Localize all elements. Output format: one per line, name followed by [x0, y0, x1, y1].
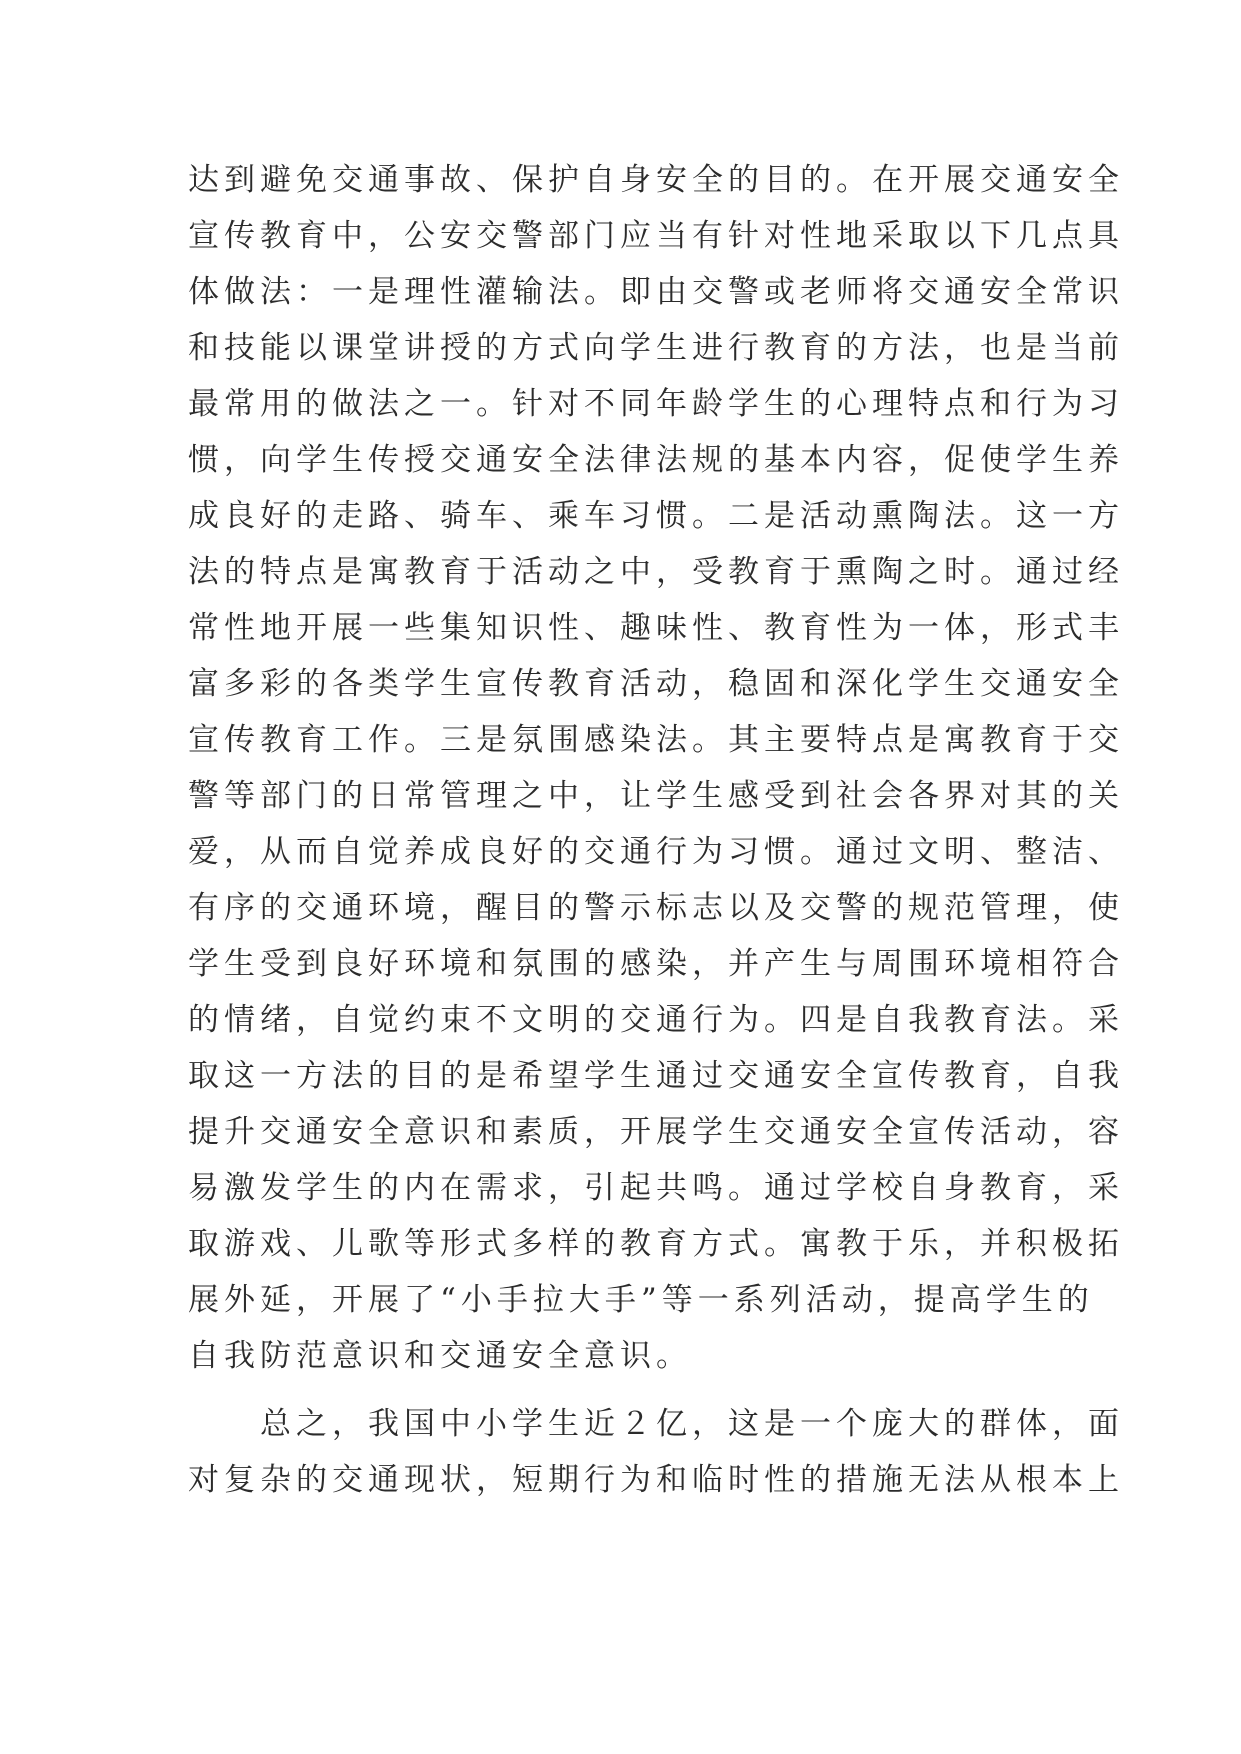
text-line: 展外延，开展了“小手拉大手”等一系列活动，提高学生的 [188, 1282, 1094, 1318]
text-line: 宣传教育工作。三是氛围感染法。其主要特点是寓教育于交 [188, 722, 1124, 758]
text-line: 和技能以课堂讲授的方式向学生进行教育的方法，也是当前 [188, 330, 1124, 366]
text-line: 自我防范意识和交通安全意识。 [188, 1338, 692, 1374]
text-line: 的情绪，自觉约束不文明的交通行为。四是自我教育法。采 [188, 1002, 1124, 1038]
text-line: 对复杂的交通现状，短期行为和临时性的措施无法从根本上 [188, 1462, 1124, 1498]
text-line: 学生受到良好环境和氛围的感染，并产生与周围环境相符合 [188, 946, 1124, 982]
text-line: 达到避免交通事故、保护自身安全的目的。在开展交通安全 [188, 162, 1124, 198]
text-line: 最常用的做法之一。针对不同年龄学生的心理特点和行为习 [188, 386, 1124, 422]
text-line: 成良好的走路、骑车、乘车习惯。二是活动熏陶法。这一方 [188, 498, 1124, 534]
text-line: 体做法：一是理性灌输法。即由交警或老师将交通安全常识 [188, 274, 1124, 310]
text-line: 有序的交通环境，醒目的警示标志以及交警的规范管理，使 [188, 890, 1124, 926]
text-line: 取这一方法的目的是希望学生通过交通安全宣传教育，自我 [188, 1058, 1124, 1094]
text-line: 爱，从而自觉养成良好的交通行为习惯。通过文明、整洁、 [188, 834, 1124, 870]
text-line: 提升交通安全意识和素质，开展学生交通安全宣传活动，容 [188, 1114, 1124, 1150]
text-line: 宣传教育中，公安交警部门应当有针对性地采取以下几点具 [188, 218, 1124, 254]
text-line: 惯，向学生传授交通安全法律法规的基本内容，促使学生养 [188, 442, 1124, 478]
text-line: 富多彩的各类学生宣传教育活动，稳固和深化学生交通安全 [188, 666, 1124, 702]
text-line: 取游戏、儿歌等形式多样的教育方式。寓教于乐，并积极拓 [188, 1226, 1124, 1262]
text-line: 常性地开展一些集知识性、趣味性、教育性为一体，形式丰 [188, 610, 1124, 646]
text-line: 易激发学生的内在需求，引起共鸣。通过学校自身教育，采 [188, 1170, 1124, 1206]
paragraph-first-line: 总之，我国中小学生近２亿，这是一个庞大的群体，面 [260, 1406, 1124, 1442]
body-text [188, 152, 1124, 1508]
text-line: 法的特点是寓教育于活动之中，受教育于熏陶之时。通过经 [188, 554, 1124, 590]
text-line: 警等部门的日常管理之中，让学生感受到社会各界对其的关 [188, 778, 1124, 814]
